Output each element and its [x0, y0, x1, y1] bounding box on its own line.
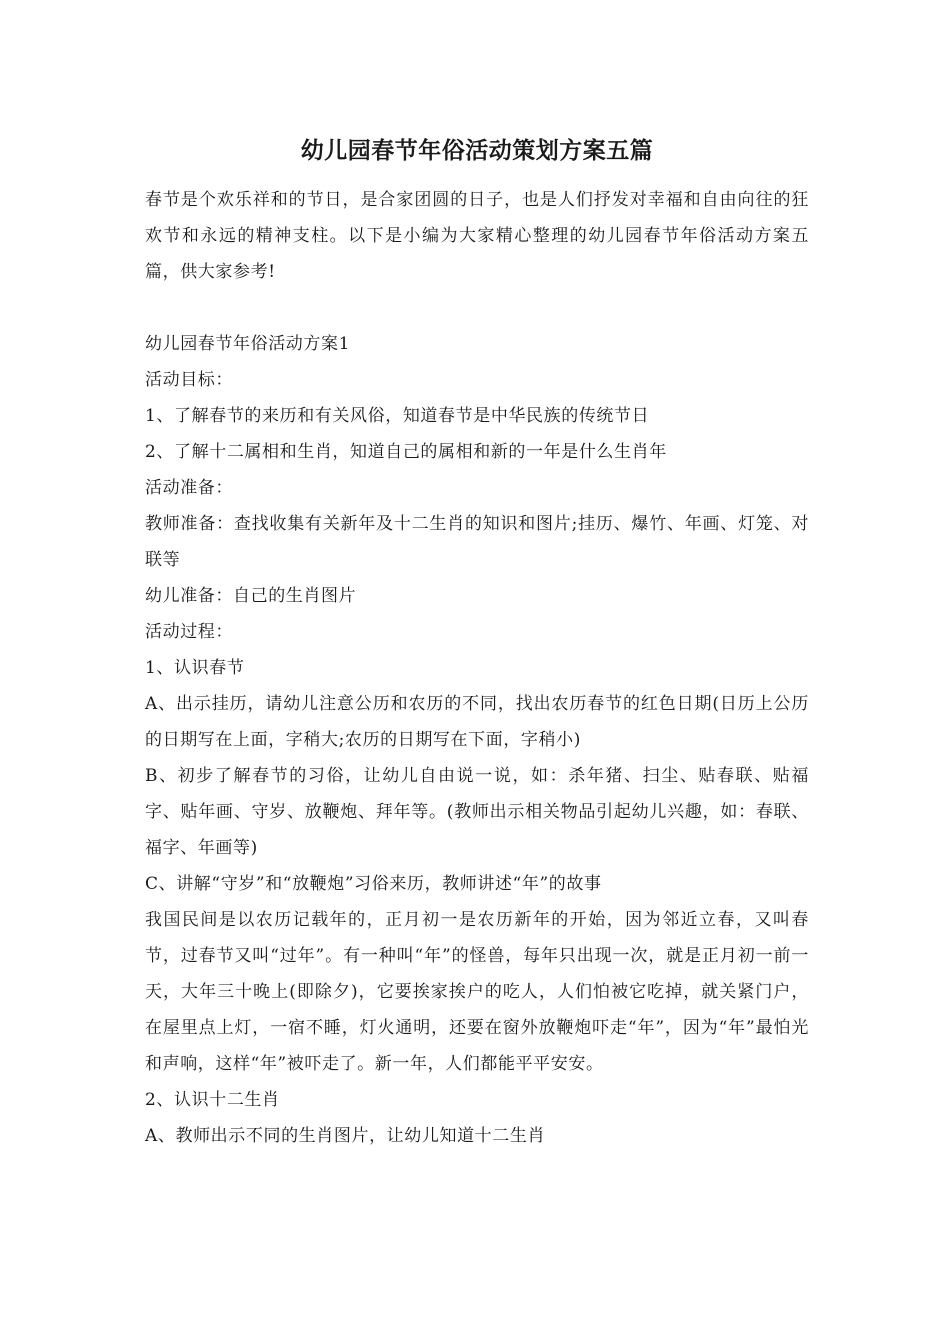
- paragraph-gap: [145, 290, 809, 326]
- paragraph: A、出示挂历，请幼儿注意公历和农历的不同，找出农历春节的红色日期(日历上公历的日期写在上面，字稍大;农历的日期写在下面，字稍小): [145, 694, 809, 750]
- document-title: 幼儿园春节年俗活动策划方案五篇: [300, 138, 654, 164]
- paragraph: 2、认识十二生肖: [145, 1090, 280, 1110]
- paragraph: 1、认识春节: [145, 658, 245, 678]
- paragraph: 2、了解十二属相和生肖，知道自己的属相和新的一年是什么生肖年: [145, 442, 667, 462]
- intro-paragraph: 春节是个欢乐祥和的节日，是合家团圆的日子，也是人们抒发对幸福和自由向往的狂欢节和永远的精神支柱。以下是小编为大家精心整理的幼儿园春节年俗活动方案五篇，供大家参考!: [145, 190, 809, 282]
- paragraph: 我国民间是以农历记载年的，正月初一是农历新年的开始，因为邻近立春，又叫春节，过春节又叫“过年”。有一种叫“年”的怪兽，每年只出现一次，就是正月初一前一天，大年三十晚上(即除夕)，它要挨家挨户的吃人，人们怕被它吃掉，就关紧门户，在屋里点上灯，一宿不睡，灯火通明，还要在窗外放鞭炮吓走“年”，因为“年”最怕光和声响，这样“年”被吓走了。新一年，人们都能平平安安。: [145, 910, 809, 1074]
- paragraph: 教师准备：查找收集有关新年及十二生肖的知识和图片;挂历、爆竹、年画、灯笼、对联等: [145, 514, 809, 570]
- paragraph: 活动过程：: [145, 622, 233, 642]
- paragraph: A、教师出示不同的生肖图片，让幼儿知道十二生肖: [145, 1126, 546, 1146]
- paragraph: 活动目标：: [145, 370, 233, 390]
- paragraph: 幼儿准备：自己的生肖图片: [145, 586, 357, 606]
- paragraph: B、初步了解春节的习俗，让幼儿自由说一说，如：杀年猪、扫尘、贴春联、贴福字、贴年画、守岁、放鞭炮、拜年等。(教师出示相关物品引起幼儿兴趣，如：春联、福字、年画等): [145, 766, 809, 858]
- document-body: [145, 134, 809, 1154]
- paragraph: 1、了解春节的来历和有关风俗，知道春节是中华民族的传统节日: [145, 406, 650, 426]
- paragraph: C、讲解“守岁”和“放鞭炮”习俗来历，教师讲述“年”的故事: [145, 874, 602, 894]
- paragraph: 活动准备：: [145, 478, 233, 498]
- section-heading: 幼儿园春节年俗活动方案1: [145, 334, 351, 354]
